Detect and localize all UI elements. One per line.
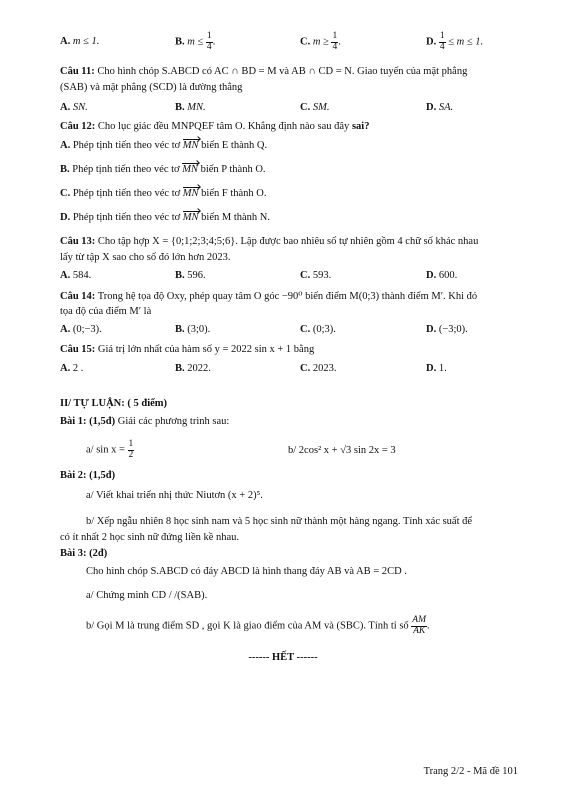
q11-line1: Câu 11: Cho hình chóp S.ABCD có AC ∩ BD = M và AB ∩ CD = N. Giao tuyến của mặt phẳng bbox=[60, 66, 468, 77]
bai1-a: a/ sin x = $\frac{1}{2}$ bbox=[86, 439, 134, 460]
bai2-a: a/ Viết khai triển nhị thức Niutơn (x + 2)⁵. bbox=[86, 490, 263, 501]
bai3-l1: Cho hình chóp S.ABCD có đáy ABCD là hình thang đáy AB và AB = 2CD . bbox=[86, 566, 407, 577]
part2-title: II/ TỰ LUẬN: ( 5 điểm) bbox=[60, 398, 168, 409]
q10-options bbox=[0, 31, 566, 52]
q10-option-c: C. m ≥ $\frac{1}{4}$ . bbox=[300, 31, 341, 52]
bai3-head: Bài 3: (2đ) bbox=[60, 548, 108, 559]
bai3-l2: a/ Chứng minh CD / /(SAB). bbox=[86, 590, 208, 601]
q10-option-a: A. m ≤ 1. bbox=[60, 36, 100, 47]
bai1-head: Bài 1: (1,5đ) Giải các phương trình sau: bbox=[60, 416, 230, 427]
q11-line2: (SAB) và mặt phẳng (SCD) là đường thẳng bbox=[60, 82, 243, 93]
q13-line2: lấy từ tập X sao cho số đó lớn hơn 2023. bbox=[60, 252, 231, 263]
q12-option-a: A. Phép tịnh tiến theo véc tơ MN biến E thành Q. bbox=[60, 140, 268, 151]
q15-stem: Câu 15: Giá trị lớn nhất của hàm số y = 2022 sin x + 1 bằng bbox=[60, 344, 315, 355]
page-footer: Trang 2/2 - Mã đề 101 bbox=[423, 766, 518, 777]
q14-line1: Câu 14: Trong hệ tọa độ Oxy, phép quay tâm O góc −90⁰ biến điểm M(0;3) thành điểm M′. Khi đó bbox=[60, 291, 478, 302]
q10-option-d: D. $\frac{1}{4}$ ≤ m ≤ 1. bbox=[426, 31, 484, 52]
bai1-b: b/ 2cos² x + √3 sin 2x = 3 bbox=[288, 445, 396, 456]
q11-options: A. SN. B. MN. C. SM. D. SA. bbox=[60, 102, 454, 113]
q12-option-b: B. Phép tịnh tiến theo véc tơ MN biến P thành O. bbox=[60, 164, 266, 175]
q13-options: A. 584. B. 596. C. 593. D. 600. bbox=[60, 270, 458, 281]
bai2-b-line2: có ít nhất 2 học sinh nữ đứng liền kề nhau. bbox=[60, 532, 240, 543]
q14-options: A. (0;−3). B. (3;0). C. (0;3). D. (−3;0). bbox=[60, 324, 468, 335]
bai2-head: Bài 2: (1,5đ) bbox=[60, 470, 116, 481]
q15-options: A. 2 . B. 2022. C. 2023. D. 1. bbox=[60, 363, 447, 374]
q14-line2: tọa độ của điểm M′ là bbox=[60, 306, 152, 317]
bai3-l3: b/ Gọi M là trung điểm SD , gọi K là giao điểm của AM và (SBC). Tính tỉ số $\frac{AM}{AK}$ . bbox=[86, 615, 430, 636]
end-marker: ------ HẾT ------ bbox=[248, 652, 318, 663]
bai2-b-line1: b/ Xếp ngẫu nhiên 8 học sinh nam và 5 học sinh nữ thành một hàng ngang. Tính xác suất để bbox=[86, 516, 473, 527]
q12-option-c: C. Phép tịnh tiến theo véc tơ MN biến F thành O. bbox=[60, 188, 267, 199]
q13-line1: Câu 13: Cho tập hợp X = {0;1;2;3;4;5;6}. Lập được bao nhiêu số tự nhiên gồm 4 chữ số khác nhau bbox=[60, 236, 479, 247]
q12-stem: Câu 12: Cho lục giác đều MNPQEF tâm O. Khẳng định nào sau đây sai? bbox=[60, 121, 370, 132]
q10-option-b: B. m ≤ $\frac{1}{4}$ . bbox=[175, 31, 216, 52]
q12-option-d: D. Phép tịnh tiến theo véc tơ MN biến M thành N. bbox=[60, 212, 270, 223]
